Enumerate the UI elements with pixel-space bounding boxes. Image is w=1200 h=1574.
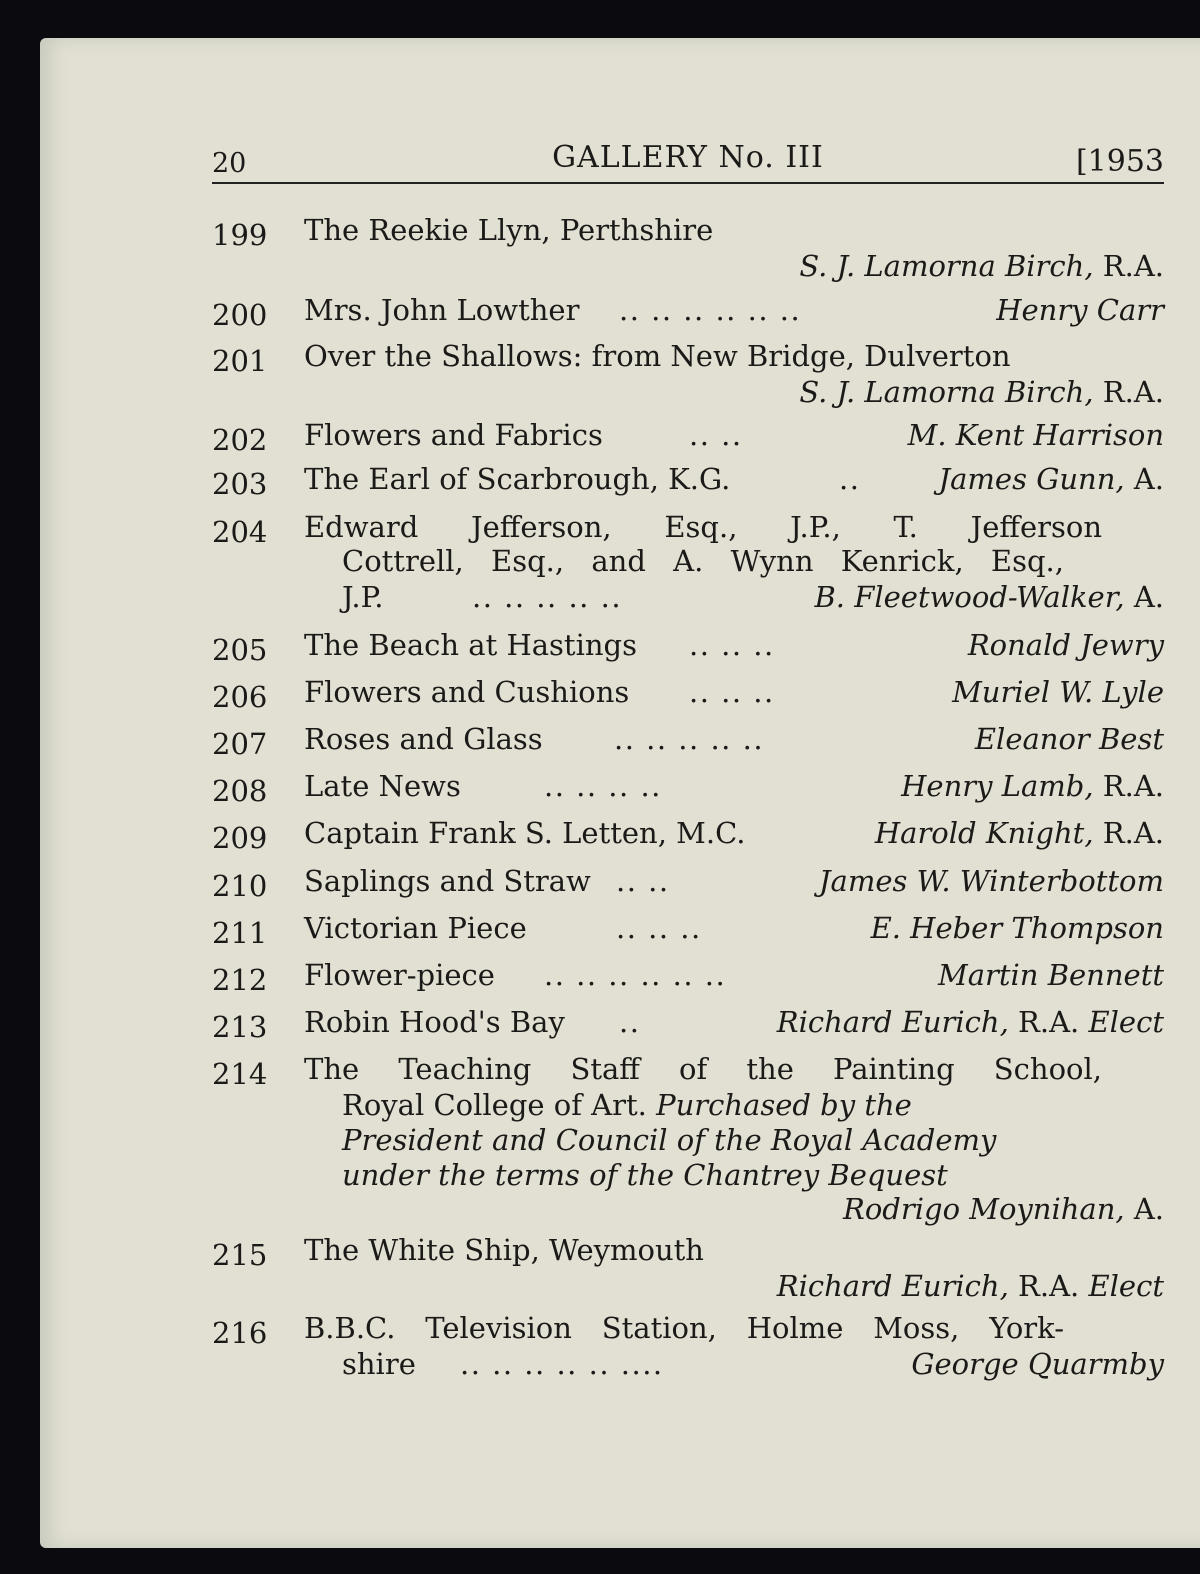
entry-title-line-2: shire	[342, 1347, 416, 1381]
entry-title: Captain Frank S. Letten, M.C.	[304, 816, 746, 850]
entry-number: 201	[212, 344, 268, 378]
leader-dots: .. .. .. .. .. ..	[619, 293, 802, 327]
leader-dots: .. ..	[689, 418, 743, 452]
entry-artist: M. Kent Harrison	[907, 418, 1164, 452]
entry-title: Flower-piece	[304, 958, 495, 992]
entry-artist: Rodrigo Moynihan, A.	[843, 1192, 1164, 1226]
leader-dots: ..	[839, 462, 861, 496]
entry-artist: Henry Lamb, R.A.	[901, 769, 1164, 803]
entry-number: 203	[212, 467, 268, 501]
entry-title: Flowers and Cushions	[304, 675, 630, 709]
entry-artist: James Gunn, A.	[938, 462, 1164, 496]
entry-title: The Earl of Scarbrough, K.G.	[304, 462, 731, 496]
entry-number: 214	[212, 1057, 268, 1091]
entry-title-line-2: Royal College of Art. Purchased by the	[342, 1088, 912, 1122]
catalogue-year: [1953	[1075, 144, 1164, 179]
entry-title-line-1: Edward Jefferson, Esq., J.P., T. Jefferson	[304, 510, 1102, 544]
entry-artist: Henry Carr	[996, 293, 1164, 327]
entry-title: The White Ship, Weymouth	[304, 1233, 704, 1267]
entry-title-line-1: The Teaching Staff of the Painting School,	[304, 1052, 1102, 1086]
entry-artist: B. Fleetwood-Walker, A.	[814, 580, 1164, 614]
entry-number: 211	[212, 916, 268, 950]
entry-artist: Eleanor Best	[974, 722, 1164, 756]
entry-title: Robin Hood's Bay	[304, 1005, 565, 1039]
entry-artist: James W. Winterbottom	[818, 864, 1164, 898]
leader-dots: .. .. ..	[616, 911, 702, 945]
entry-title: Late News	[304, 769, 461, 803]
entry-title: The Reekie Llyn, Perthshire	[304, 213, 714, 247]
leader-dots: .. .. .. .. ..	[472, 580, 623, 614]
entry-number: 216	[212, 1316, 268, 1350]
leader-dots: .. .. .. ..	[544, 769, 662, 803]
entry-artist: S. J. Lamorna Birch, R.A.	[799, 375, 1164, 409]
entry-title-line-4: under the terms of the Chantrey Bequest	[342, 1158, 948, 1192]
leader-dots: .. .. .. .. .. ....	[460, 1347, 664, 1381]
entry-number: 208	[212, 774, 268, 808]
entry-number: 210	[212, 869, 268, 903]
catalogue-page	[40, 38, 1200, 1548]
entry-number: 206	[212, 680, 268, 714]
entry-title-line-3: J.P.	[342, 580, 384, 614]
catalogue-list	[212, 208, 1164, 1398]
entry-number: 200	[212, 298, 268, 332]
entry-artist: Harold Knight, R.A.	[874, 816, 1164, 850]
entry-title: Roses and Glass	[304, 722, 543, 756]
entry-title-line-2: Cottrell, Esq., and A. Wynn Kenrick, Esq.,	[342, 544, 1064, 578]
entry-title-line-3: President and Council of the Royal Academy	[342, 1123, 997, 1157]
leader-dots: .. ..	[616, 864, 670, 898]
entry-title: Saplings and Straw	[304, 864, 591, 898]
gallery-title: GALLERY No. III	[552, 140, 824, 175]
entry-title: Over the Shallows: from New Bridge, Dulverton	[304, 339, 1011, 373]
entry-number: 202	[212, 423, 268, 457]
entry-artist: Martin Bennett	[938, 958, 1164, 992]
entry-number: 199	[212, 218, 268, 252]
entry-title: Victorian Piece	[304, 911, 527, 945]
entry-number: 209	[212, 821, 268, 855]
entry-number: 215	[212, 1238, 268, 1272]
entry-artist: S. J. Lamorna Birch, R.A.	[799, 249, 1164, 283]
entry-number: 207	[212, 727, 268, 761]
entry-number: 204	[212, 515, 268, 549]
entry-artist: Ronald Jewry	[967, 628, 1164, 662]
leader-dots: .. .. .. .. ..	[614, 722, 765, 756]
entry-artist: E. Heber Thompson	[870, 911, 1164, 945]
entry-artist: Richard Eurich, R.A. Elect	[776, 1269, 1164, 1303]
leader-dots: ..	[619, 1005, 641, 1039]
entry-title: The Beach at Hastings	[304, 628, 637, 662]
entry-number: 213	[212, 1010, 268, 1044]
entry-title: Mrs. John Lowther	[304, 293, 580, 327]
entry-artist: George Quarmby	[911, 1347, 1164, 1381]
leader-dots: .. .. ..	[689, 675, 775, 709]
entry-title-line-1: B.B.C. Television Station, Holme Moss, York-	[304, 1311, 1064, 1345]
entry-title: Flowers and Fabrics	[304, 418, 603, 452]
page-number: 20	[212, 148, 247, 179]
leader-dots: .. .. .. .. .. ..	[544, 958, 727, 992]
entry-artist: Muriel W. Lyle	[952, 675, 1164, 709]
entry-artist: Richard Eurich, R.A. Elect	[776, 1005, 1164, 1039]
leader-dots: .. .. ..	[689, 628, 775, 662]
entry-number: 205	[212, 633, 268, 667]
page-header	[212, 138, 1164, 184]
entry-number: 212	[212, 963, 268, 997]
